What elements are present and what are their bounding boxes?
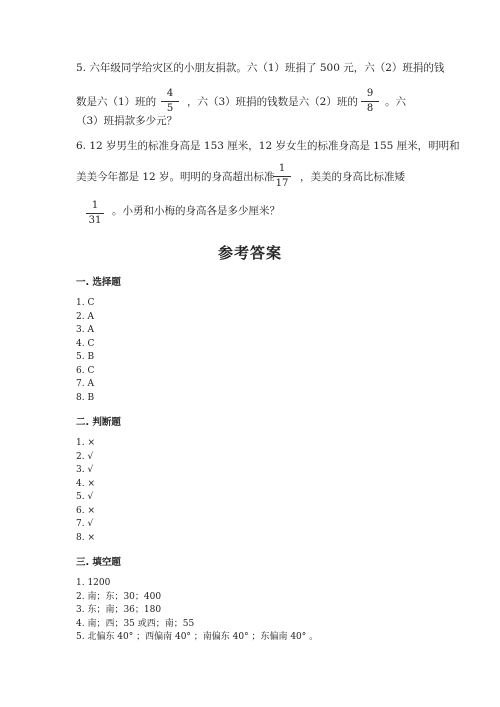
answer-item: 8. B: [76, 392, 95, 403]
fraction-denominator: 5: [166, 103, 174, 114]
choice-answer-list: [76, 297, 94, 405]
judgement-answer-list: [76, 437, 95, 545]
fraction-denominator: 17: [275, 178, 289, 189]
answer-item: 5. √: [76, 492, 94, 502]
q5-line1: 5. 六年级同学给灾区的小朋友捐款。六（1）班捐了 500 元，六（2）班捐的钱: [76, 62, 445, 74]
answer-item: 2. 南；东；30；400: [76, 591, 162, 602]
section-heading-choice: 一. 选择题: [76, 277, 121, 288]
fill-in-answer-list: [76, 577, 318, 645]
q6-fraction-1: [273, 163, 291, 190]
fraction-denominator: 31: [88, 215, 102, 226]
answer-item: 6. C: [76, 365, 95, 376]
fraction-denominator: 8: [366, 103, 374, 114]
q5-line3: （3）班捐款多少元？: [76, 115, 178, 127]
fraction-numerator: 1: [273, 163, 291, 177]
fraction-numerator: 1: [86, 200, 104, 214]
q5-line2-middle: ，六（3）班捐的钱数是六（2）班的: [187, 96, 358, 108]
answer-item: 3. A: [76, 325, 94, 335]
answer-item: 4. C: [76, 338, 95, 349]
answer-title: 参考答案: [217, 244, 282, 262]
q5-fraction-2: [361, 88, 379, 115]
answer-item: 1. ×: [76, 438, 95, 448]
q5-line2-start: 数是六（1）班的: [76, 96, 157, 108]
answer-item: 1. C: [76, 298, 95, 308]
q6-line1: 6. 12 岁男生的标准身高是 153 厘米，12 岁女生的标准身高是 155 厘米，明明和: [76, 140, 460, 152]
answer-item: 7. √: [76, 519, 94, 529]
answer-item: 4. ×: [76, 478, 95, 489]
fraction-numerator: 4: [161, 88, 179, 102]
fraction-numerator: 9: [361, 88, 379, 102]
section-heading-judgement: 二. 判断题: [76, 417, 121, 428]
answer-item: 8. ×: [76, 532, 95, 543]
answer-item: 5. B: [76, 352, 95, 362]
answer-item: 4. 南；西；35 或西；南；55: [76, 618, 195, 629]
answer-item: 2. A: [76, 311, 94, 322]
answer-item: 2. √: [76, 451, 94, 462]
q6-fraction-2: [86, 200, 104, 227]
q5-line2-end: 。六: [385, 96, 406, 108]
q6-line2-start: 美美今年都是 12 岁。明明的身高超出标准: [76, 171, 275, 183]
answer-item: 1. 1200: [76, 578, 111, 588]
answer-item: 3. √: [76, 465, 94, 475]
answer-item: 5. 北偏东 40° ；西偏南 40° ；南偏东 40° ；东偏南 40° 。: [76, 632, 319, 642]
q6-line2-end: ，美美的身高比标准矮: [300, 171, 405, 183]
section-heading-fill-in: 三. 填空题: [76, 557, 121, 568]
answer-item: 7. A: [76, 379, 94, 389]
answer-item: 6. ×: [76, 505, 95, 516]
q6-line3: 。小勇和小梅的身高各是多少厘米？: [112, 205, 280, 217]
q5-fraction-1: [161, 88, 179, 115]
answer-item: 3. 东；南；36；180: [76, 605, 162, 615]
